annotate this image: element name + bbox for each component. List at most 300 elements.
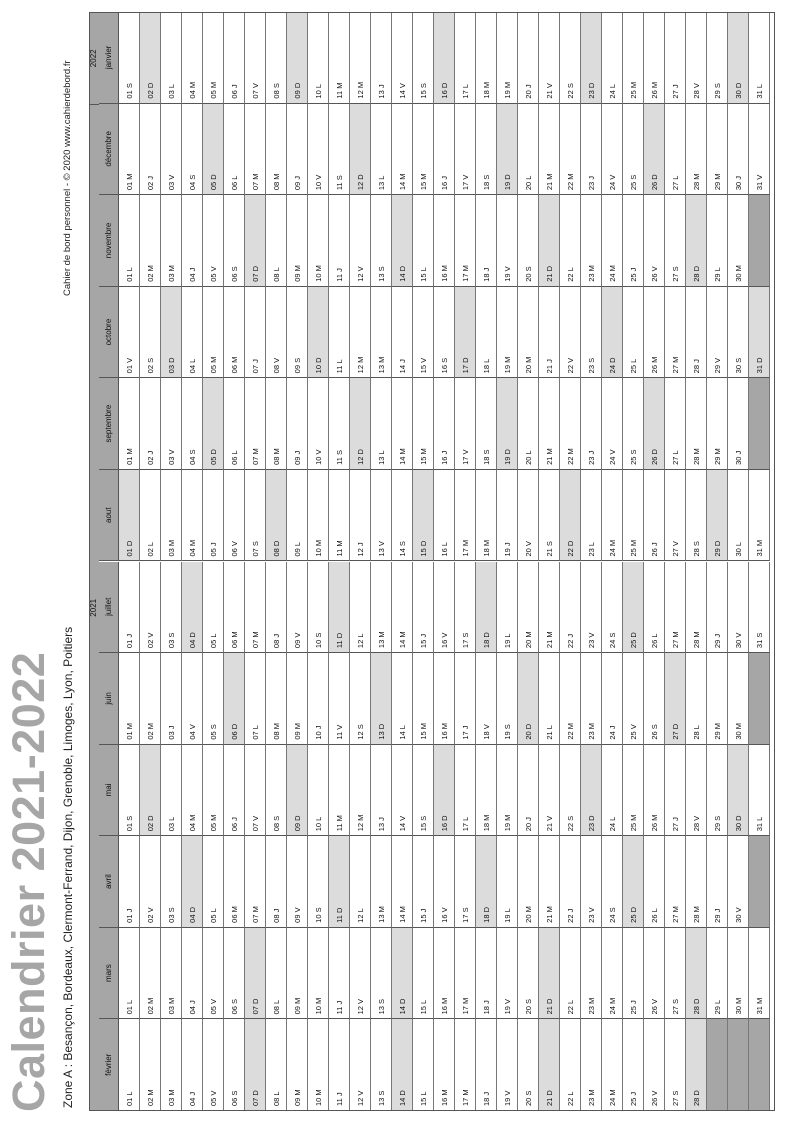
day-cell: 25 S: [623, 104, 644, 196]
day-cell: 26 D: [644, 104, 665, 196]
day-cell: 28 M: [686, 378, 707, 470]
day-cell: 11 M: [329, 745, 350, 837]
day-cell: 11 J: [329, 195, 350, 287]
day-cell: 23 D: [581, 12, 602, 104]
day-cell: 06 L: [224, 378, 245, 470]
day-cell: 01 S: [119, 745, 140, 837]
day-cell: 15 V: [413, 287, 434, 379]
day-cell: 07 M: [245, 562, 266, 654]
day-cell: 04 D: [182, 836, 203, 928]
day-cell: 24 L: [602, 745, 623, 837]
month-column: [99, 287, 775, 379]
day-cell: 17 M: [455, 195, 476, 287]
day-cell: 06 M: [224, 836, 245, 928]
day-cell: 20 M: [518, 836, 539, 928]
day-cell: 12 M: [350, 745, 371, 837]
day-cell: 28 D: [686, 195, 707, 287]
empty-day-cell: [728, 1019, 749, 1111]
day-cell: 15 J: [413, 836, 434, 928]
day-cell: 15 L: [413, 928, 434, 1020]
day-cell: 26 V: [644, 1019, 665, 1111]
day-cell: 06 J: [224, 12, 245, 104]
day-cell: 30 D: [728, 12, 749, 104]
day-cell: 08 L: [266, 928, 287, 1020]
day-cell: 22 M: [560, 653, 581, 745]
month-header: janvier: [99, 12, 119, 104]
day-cell: 22 S: [560, 745, 581, 837]
day-cell: 26 M: [644, 12, 665, 104]
month-column: [99, 470, 775, 562]
day-cell: 01 L: [119, 195, 140, 287]
day-cell: 02 V: [140, 562, 161, 654]
day-cell: 24 V: [602, 378, 623, 470]
month-header: septembre: [99, 378, 119, 470]
day-cell: 21 V: [539, 745, 560, 837]
day-cell: 05 D: [203, 378, 224, 470]
day-cell: 21 M: [539, 562, 560, 654]
day-cell: 27 S: [665, 195, 686, 287]
day-cell: 17 M: [455, 1019, 476, 1111]
month-column: [99, 1019, 775, 1111]
day-cell: 17 M: [455, 470, 476, 562]
title-block: [4, 0, 94, 1112]
day-cell: 04 M: [182, 12, 203, 104]
day-cell: 14 M: [392, 562, 413, 654]
day-cell: 06 L: [224, 104, 245, 196]
day-cell: 26 M: [644, 287, 665, 379]
day-cell: 27 L: [665, 104, 686, 196]
day-cell: 03 M: [161, 1019, 182, 1111]
day-cell: 16 S: [434, 287, 455, 379]
day-cell: 14 M: [392, 836, 413, 928]
day-cell: 20 D: [518, 653, 539, 745]
day-cell: 27 S: [665, 928, 686, 1020]
day-cell: 25 D: [623, 562, 644, 654]
day-cell: 16 M: [434, 1019, 455, 1111]
day-cell: 01 J: [119, 836, 140, 928]
month-header: mars: [99, 928, 119, 1020]
page-title: Calendrier 2021-2022: [3, 651, 54, 1112]
day-cell: 07 J: [245, 287, 266, 379]
day-cell: 12 V: [350, 928, 371, 1020]
day-cell: 18 J: [476, 928, 497, 1020]
day-cell: 09 M: [287, 928, 308, 1020]
day-cell: 02 M: [140, 653, 161, 745]
day-cell: 17 S: [455, 562, 476, 654]
day-cell: 16 M: [434, 928, 455, 1020]
day-cell: 30 M: [728, 928, 749, 1020]
day-cell: 19 S: [497, 653, 518, 745]
day-cell: 16 J: [434, 104, 455, 196]
day-cell: 13 D: [371, 653, 392, 745]
day-cell: 14 S: [392, 470, 413, 562]
day-cell: 17 S: [455, 836, 476, 928]
day-cell: 24 V: [602, 104, 623, 196]
day-cell: 02 M: [140, 928, 161, 1020]
day-cell: 07 M: [245, 836, 266, 928]
day-cell: 07 L: [245, 653, 266, 745]
day-cell: 31 L: [749, 745, 770, 837]
day-cell: 13 M: [371, 287, 392, 379]
month-column: [99, 928, 775, 1020]
day-cell: 17 L: [455, 745, 476, 837]
day-cell: 17 V: [455, 104, 476, 196]
month-column: [99, 653, 775, 745]
day-cell: 20 L: [518, 104, 539, 196]
day-cell: 26 D: [644, 378, 665, 470]
day-cell: 14 V: [392, 12, 413, 104]
day-cell: 08 L: [266, 195, 287, 287]
day-cell: 10 L: [308, 745, 329, 837]
day-cell: 29 D: [707, 470, 728, 562]
day-cell: 29 J: [707, 562, 728, 654]
day-cell: 07 D: [245, 1019, 266, 1111]
day-cell: 28 M: [686, 104, 707, 196]
day-cell: 08 J: [266, 562, 287, 654]
day-cell: 19 V: [497, 195, 518, 287]
day-cell: 15 M: [413, 378, 434, 470]
day-cell: 18 M: [476, 12, 497, 104]
day-cell: 01 M: [119, 378, 140, 470]
day-cell: 03 L: [161, 745, 182, 837]
day-cell: 05 L: [203, 836, 224, 928]
empty-day-cell: [749, 195, 770, 287]
day-cell: 28 D: [686, 928, 707, 1020]
day-cell: 19 M: [497, 12, 518, 104]
day-cell: 23 V: [581, 562, 602, 654]
day-cell: 10 V: [308, 378, 329, 470]
day-cell: 13 M: [371, 836, 392, 928]
day-cell: 13 V: [371, 470, 392, 562]
day-cell: 19 L: [497, 562, 518, 654]
day-cell: 08 V: [266, 287, 287, 379]
month-header: juillet: [99, 562, 119, 654]
day-cell: 11 S: [329, 378, 350, 470]
month-column: [99, 836, 775, 928]
day-cell: 16 M: [434, 653, 455, 745]
day-cell: 23 M: [581, 928, 602, 1020]
day-cell: 18 M: [476, 745, 497, 837]
day-cell: 29 S: [707, 745, 728, 837]
day-cell: 23 M: [581, 1019, 602, 1111]
day-cell: 06 D: [224, 653, 245, 745]
day-cell: 21 M: [539, 104, 560, 196]
day-cell: 06 J: [224, 745, 245, 837]
day-cell: 03 M: [161, 195, 182, 287]
day-cell: 30 M: [728, 195, 749, 287]
day-cell: 27 M: [665, 562, 686, 654]
day-cell: 07 V: [245, 12, 266, 104]
day-cell: 08 L: [266, 1019, 287, 1111]
month-header: juin: [99, 653, 119, 745]
day-cell: 25 S: [623, 378, 644, 470]
day-cell: 13 J: [371, 12, 392, 104]
day-cell: 18 S: [476, 378, 497, 470]
day-cell: 01 L: [119, 928, 140, 1020]
day-cell: 30 M: [728, 653, 749, 745]
day-cell: 23 M: [581, 653, 602, 745]
day-cell: 01 D: [119, 470, 140, 562]
day-cell: 05 M: [203, 745, 224, 837]
day-cell: 22 L: [560, 928, 581, 1020]
day-cell: 03 V: [161, 378, 182, 470]
day-cell: 16 J: [434, 378, 455, 470]
day-cell: 07 D: [245, 928, 266, 1020]
day-cell: 16 V: [434, 562, 455, 654]
day-cell: 10 M: [308, 928, 329, 1020]
day-cell: 11 D: [329, 562, 350, 654]
day-cell: 21 S: [539, 470, 560, 562]
day-cell: 09 J: [287, 378, 308, 470]
day-cell: 10 M: [308, 470, 329, 562]
month-header: novembre: [99, 195, 119, 287]
day-cell: 27 J: [665, 745, 686, 837]
day-cell: 04 S: [182, 104, 203, 196]
day-cell: 03 M: [161, 470, 182, 562]
day-cell: 22 M: [560, 104, 581, 196]
day-cell: 27 M: [665, 836, 686, 928]
day-cell: 09 J: [287, 104, 308, 196]
day-cell: 02 V: [140, 836, 161, 928]
copyright-note: Cahier de bord personnel - © 2020 www.cahierdebord.fr: [62, 60, 73, 296]
day-cell: 28 M: [686, 836, 707, 928]
day-cell: 01 S: [119, 12, 140, 104]
day-cell: 11 L: [329, 287, 350, 379]
day-cell: 17 V: [455, 378, 476, 470]
day-cell: 20 S: [518, 928, 539, 1020]
day-cell: 27 L: [665, 378, 686, 470]
day-cell: 26 S: [644, 653, 665, 745]
day-cell: 25 V: [623, 653, 644, 745]
day-cell: 28 J: [686, 287, 707, 379]
day-cell: 07 D: [245, 195, 266, 287]
year-header-2022: 2022: [89, 12, 99, 104]
day-cell: 22 L: [560, 195, 581, 287]
day-cell: 03 S: [161, 836, 182, 928]
day-cell: 21 M: [539, 378, 560, 470]
day-cell: 27 J: [665, 12, 686, 104]
day-cell: 30 D: [728, 745, 749, 837]
day-cell: 25 L: [623, 287, 644, 379]
day-cell: 13 J: [371, 745, 392, 837]
day-cell: 01 L: [119, 1019, 140, 1111]
day-cell: 05 V: [203, 928, 224, 1020]
day-cell: 17 M: [455, 928, 476, 1020]
day-cell: 20 S: [518, 195, 539, 287]
day-cell: 22 J: [560, 562, 581, 654]
day-cell: 14 M: [392, 378, 413, 470]
day-cell: 14 D: [392, 928, 413, 1020]
day-cell: 10 M: [308, 195, 329, 287]
day-cell: 12 V: [350, 195, 371, 287]
empty-day-cell: [749, 653, 770, 745]
day-cell: 09 L: [287, 470, 308, 562]
day-cell: 05 L: [203, 562, 224, 654]
day-cell: 15 M: [413, 104, 434, 196]
month-header: avril: [99, 836, 119, 928]
day-cell: 08 S: [266, 12, 287, 104]
day-cell: 04 S: [182, 378, 203, 470]
month-column: [99, 195, 775, 287]
day-cell: 02 D: [140, 12, 161, 104]
day-cell: 19 V: [497, 928, 518, 1020]
day-cell: 27 D: [665, 653, 686, 745]
day-cell: 02 M: [140, 195, 161, 287]
day-cell: 12 J: [350, 470, 371, 562]
day-cell: 22 D: [560, 470, 581, 562]
day-cell: 10 S: [308, 562, 329, 654]
day-cell: 30 L: [728, 470, 749, 562]
day-cell: 23 L: [581, 470, 602, 562]
day-cell: 06 M: [224, 562, 245, 654]
day-cell: 04 J: [182, 928, 203, 1020]
day-cell: 17 D: [455, 287, 476, 379]
day-cell: 06 V: [224, 470, 245, 562]
day-cell: 12 D: [350, 378, 371, 470]
day-cell: 25 M: [623, 12, 644, 104]
day-cell: 29 V: [707, 287, 728, 379]
day-cell: 07 V: [245, 745, 266, 837]
day-cell: 19 J: [497, 470, 518, 562]
day-cell: 30 V: [728, 836, 749, 928]
day-cell: 15 S: [413, 12, 434, 104]
day-cell: 05 M: [203, 12, 224, 104]
day-cell: 19 D: [497, 104, 518, 196]
day-cell: 24 L: [602, 12, 623, 104]
day-cell: 23 D: [581, 745, 602, 837]
day-cell: 29 L: [707, 195, 728, 287]
day-cell: 26 L: [644, 562, 665, 654]
day-cell: 10 D: [308, 287, 329, 379]
day-cell: 23 J: [581, 378, 602, 470]
day-cell: 07 M: [245, 378, 266, 470]
day-cell: 05 D: [203, 104, 224, 196]
day-cell: 21 D: [539, 195, 560, 287]
day-cell: 02 D: [140, 745, 161, 837]
day-cell: 22 J: [560, 836, 581, 928]
day-cell: 16 M: [434, 195, 455, 287]
day-cell: 12 L: [350, 562, 371, 654]
day-cell: 02 J: [140, 104, 161, 196]
day-cell: 11 M: [329, 12, 350, 104]
day-cell: 11 S: [329, 104, 350, 196]
day-cell: 03 L: [161, 12, 182, 104]
day-cell: 28 D: [686, 1019, 707, 1111]
day-cell: 17 J: [455, 653, 476, 745]
day-cell: 08 D: [266, 470, 287, 562]
day-cell: 31 D: [749, 287, 770, 379]
day-cell: 20 M: [518, 562, 539, 654]
day-cell: 02 J: [140, 378, 161, 470]
day-cell: 05 M: [203, 287, 224, 379]
day-cell: 16 V: [434, 836, 455, 928]
day-cell: 01 M: [119, 104, 140, 196]
month-column: [99, 104, 775, 196]
day-cell: 03 J: [161, 653, 182, 745]
day-cell: 18 L: [476, 287, 497, 379]
day-cell: 21 L: [539, 653, 560, 745]
day-cell: 24 S: [602, 836, 623, 928]
day-cell: 29 M: [707, 378, 728, 470]
day-cell: 29 J: [707, 836, 728, 928]
day-cell: 01 J: [119, 562, 140, 654]
day-cell: 12 L: [350, 836, 371, 928]
month-header: octobre: [99, 287, 119, 379]
day-cell: 05 J: [203, 470, 224, 562]
day-cell: 09 V: [287, 836, 308, 928]
day-cell: 24 S: [602, 562, 623, 654]
day-cell: 18 J: [476, 195, 497, 287]
day-cell: 01 V: [119, 287, 140, 379]
day-cell: 29 L: [707, 928, 728, 1020]
day-cell: 12 D: [350, 104, 371, 196]
day-cell: 24 M: [602, 195, 623, 287]
day-cell: 10 V: [308, 104, 329, 196]
day-cell: 23 S: [581, 287, 602, 379]
day-cell: 04 V: [182, 653, 203, 745]
day-cell: 17 L: [455, 12, 476, 104]
day-cell: 11 D: [329, 836, 350, 928]
day-cell: 27 S: [665, 1019, 686, 1111]
day-cell: 11 M: [329, 470, 350, 562]
day-cell: 06 M: [224, 287, 245, 379]
day-cell: 28 V: [686, 12, 707, 104]
day-cell: 15 L: [413, 195, 434, 287]
day-cell: 03 M: [161, 928, 182, 1020]
day-cell: 25 J: [623, 195, 644, 287]
day-cell: 15 L: [413, 1019, 434, 1111]
day-cell: 31 V: [749, 104, 770, 196]
year-header-2021: 2021: [89, 104, 99, 1111]
day-cell: 22 V: [560, 287, 581, 379]
day-cell: 07 M: [245, 104, 266, 196]
day-cell: 23 J: [581, 104, 602, 196]
day-cell: 22 S: [560, 12, 581, 104]
day-cell: 07 S: [245, 470, 266, 562]
day-cell: 08 M: [266, 378, 287, 470]
day-cell: 04 D: [182, 562, 203, 654]
month-column: [99, 745, 775, 837]
day-cell: 18 V: [476, 653, 497, 745]
day-cell: 11 V: [329, 653, 350, 745]
day-cell: 30 S: [728, 287, 749, 379]
day-cell: 08 S: [266, 745, 287, 837]
day-cell: 09 S: [287, 287, 308, 379]
day-cell: 31 M: [749, 928, 770, 1020]
month-column: [99, 12, 775, 104]
day-cell: 21 M: [539, 836, 560, 928]
day-cell: 09 M: [287, 1019, 308, 1111]
day-cell: 26 V: [644, 195, 665, 287]
day-cell: 14 M: [392, 104, 413, 196]
day-cell: 15 D: [413, 470, 434, 562]
day-cell: 04 J: [182, 195, 203, 287]
day-cell: 18 J: [476, 1019, 497, 1111]
day-cell: 09 D: [287, 745, 308, 837]
day-cell: 28 V: [686, 745, 707, 837]
day-cell: 29 S: [707, 12, 728, 104]
day-cell: 13 S: [371, 1019, 392, 1111]
day-cell: 13 M: [371, 562, 392, 654]
day-cell: 08 M: [266, 653, 287, 745]
day-cell: 14 V: [392, 745, 413, 837]
day-cell: 21 V: [539, 12, 560, 104]
day-cell: 30 J: [728, 104, 749, 196]
day-cell: 20 J: [518, 12, 539, 104]
day-cell: 30 J: [728, 378, 749, 470]
day-cell: 27 M: [665, 287, 686, 379]
day-cell: 20 M: [518, 287, 539, 379]
